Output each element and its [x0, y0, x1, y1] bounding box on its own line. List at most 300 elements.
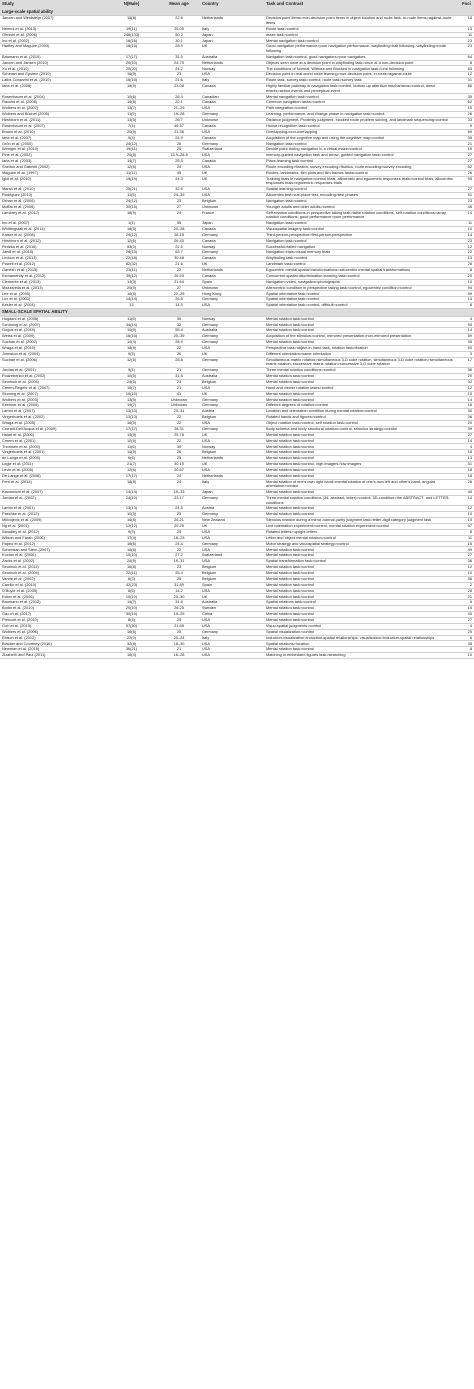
cell-study: Brown et al. (2010) — [0, 129, 105, 135]
cell-foci: 23 — [460, 44, 474, 54]
cell-n-male: 16(16) — [105, 44, 158, 54]
cell-study: Goh et al. (2013) — [0, 623, 105, 629]
cell-country: Hong Kong — [200, 291, 264, 297]
cell-country: New Zealand — [200, 518, 264, 524]
cell-task-contrast: Decision point in real-world route learning>non-decision point, in-route>against-route — [264, 72, 460, 78]
cell-task-contrast: Mental rotation task>control — [264, 467, 460, 473]
cell-mean-age: 22 — [158, 547, 200, 553]
cell-mean-age: 18–23 — [158, 535, 200, 541]
cell-study: Wolbers et al. (2003) — [0, 397, 105, 403]
cell-mean-age: 31.5 — [158, 54, 200, 60]
cell-mean-age: 30.48 — [158, 256, 200, 262]
cell-foci: 69 — [460, 129, 474, 135]
cell-country: Canada — [200, 273, 264, 279]
cell-country: Australia — [200, 328, 264, 334]
cell-foci: 17 — [460, 357, 474, 367]
cell-mean-age: Unknown — [158, 397, 200, 403]
cell-country: USA — [200, 617, 264, 623]
cell-foci: 15 — [460, 606, 474, 612]
cell-task-contrast: Mental rotation task>control — [264, 456, 460, 462]
cell-task-contrast: Mental rotation task>control — [264, 450, 460, 456]
cell-country: USA — [200, 467, 264, 473]
cell-n-male: 18(9) — [105, 345, 158, 351]
cell-foci: 20 — [460, 273, 474, 279]
cell-n-male: 18(8) — [105, 479, 158, 489]
cell-mean-age: 21.36 — [158, 129, 200, 135]
cell-mean-age: 25 — [158, 456, 200, 462]
cell-country: USA — [200, 529, 264, 535]
cell-mean-age: 21.65 — [158, 623, 200, 629]
cell-n-male: 16(16) — [105, 334, 158, 340]
cell-mean-age: 18–30 — [158, 641, 200, 647]
cell-study: Papeo et al. (2012) — [0, 541, 105, 547]
cell-foci: 14 — [460, 232, 474, 238]
cell-study: Xu et al. (2010) — [0, 66, 105, 72]
cell-task-contrast: Place-learning task>control — [264, 159, 460, 165]
cell-study: Kawamichi et al. (2007) — [0, 490, 105, 496]
cell-study: Whittingstall et al. (2014) — [0, 226, 105, 232]
cell-mean-age: 20–39 — [158, 334, 200, 340]
cell-study: Vanrie et al. (2002) — [0, 576, 105, 582]
cell-n-male: 1(1) — [105, 220, 158, 226]
cell-study: Mazzarella et al. (2013) — [0, 285, 105, 291]
cell-mean-age: 24.4 — [158, 541, 200, 547]
cell-mean-age: 24 — [158, 473, 200, 479]
cell-country: Switzerland — [200, 553, 264, 559]
cell-study: Ino et al. (2007) — [0, 220, 105, 226]
cell-n-male: 14(7) — [105, 159, 158, 165]
cell-country: USA — [200, 129, 264, 135]
cell-study: Hirshhorn et al. (2012) — [0, 238, 105, 244]
cell-task-contrast: Mental rotation task>control — [264, 340, 460, 346]
cell-n-male: 8(4) — [105, 617, 158, 623]
cell-n-male: 17(17) — [105, 426, 158, 432]
cell-mean-age: 22 — [158, 420, 200, 426]
cell-study: Newman et al. (2016) — [0, 647, 105, 653]
cell-study: Wilson and Farah (2006) — [0, 535, 105, 541]
cell-study: Rodriguez (2010) — [0, 192, 105, 198]
cell-country: USA — [200, 192, 264, 198]
cell-mean-age: 30.1 — [158, 38, 200, 44]
cell-foci: 28 — [460, 588, 474, 594]
cell-foci: 8 — [460, 60, 474, 66]
cell-foci: 10 — [460, 570, 474, 576]
cell-study: Janzen and Jansen (2010) — [0, 60, 105, 66]
cell-study: Carrillo et al. (2010) — [0, 582, 105, 588]
cell-mean-age: 29.25 — [158, 523, 200, 529]
cell-study: Schendan and Stern (2007) — [0, 547, 105, 553]
cell-country: Canada — [200, 256, 264, 262]
cell-country: Germany — [200, 397, 264, 403]
cell-n-male: 14(7) — [105, 403, 158, 409]
cell-task-contrast: Navigation>video, navigation>photographs — [264, 279, 460, 285]
header-study: Study — [0, 0, 105, 9]
cell-mean-age: 24.3 — [158, 176, 200, 186]
cell-n-male: 10(10) — [105, 553, 158, 559]
cell-country: USA — [200, 438, 264, 444]
cell-foci: 28 — [460, 262, 474, 268]
cell-mean-age: 19–31 — [158, 559, 200, 565]
cell-task-contrast: Decide point during navigation in a virtual maze>control — [264, 147, 460, 153]
cell-study: Suchan et al. (2002) — [0, 340, 105, 346]
cell-study: Hugdahl et al. (2006) — [0, 316, 105, 322]
cell-mean-age: 14.2 — [158, 588, 200, 594]
cell-mean-age: 26.8 — [158, 297, 200, 303]
cell-mean-age: 31.89 — [158, 582, 200, 588]
cell-mean-age: 18–28 — [158, 653, 200, 659]
cell-country: Unknown — [200, 204, 264, 210]
cell-foci: 27 — [460, 432, 474, 438]
cell-mean-age: 30 — [158, 444, 200, 450]
cell-n-male: 24(12) — [105, 232, 158, 238]
cell-n-male: 24(12) — [105, 141, 158, 147]
cell-task-contrast: Navigation task>control — [264, 141, 460, 147]
cell-country: USA — [200, 535, 264, 541]
cell-country: Germany — [200, 340, 264, 346]
cell-country: USA — [200, 623, 264, 629]
cell-task-contrast: Spatial orientation task>control — [264, 297, 460, 303]
cell-task-contrast: Perspective task>object-in-hand task, rotation task>fixation — [264, 345, 460, 351]
cell-study: Jordan et al. (2002) — [0, 495, 105, 505]
cell-n-male: 22(11) — [105, 570, 158, 576]
cell-foci: 35 — [460, 135, 474, 141]
cell-task-contrast: Mental rotation task>control — [264, 594, 460, 600]
cell-country: UK — [200, 170, 264, 176]
cell-mean-age: 30 — [158, 316, 200, 322]
cell-n-male: 16(8) — [105, 518, 158, 524]
cell-mean-age: 21 — [158, 368, 200, 374]
cell-task-contrast: Route task>control — [264, 26, 460, 32]
cell-foci: 95 — [460, 322, 474, 328]
cell-task-contrast: Navigation task>control, good navigators>poor navigators — [264, 54, 460, 60]
cell-n-male: 9(9) — [105, 529, 158, 535]
cell-mean-age: 24 — [158, 210, 200, 220]
cell-foci: 10 — [460, 653, 474, 659]
cell-country: Italy — [200, 635, 264, 641]
cell-foci: 18 — [460, 450, 474, 456]
section-title: SMALL-SCALE SPATIAL ABILITY — [0, 309, 474, 317]
cell-study: Ganesh et al. (2015) — [0, 267, 105, 273]
cell-mean-age: 22 — [158, 267, 200, 273]
cell-mean-age: 25.78 — [158, 432, 200, 438]
cell-foci: 39 — [460, 291, 474, 297]
cell-country: Spain — [200, 279, 264, 285]
cell-mean-age: 23.08 — [158, 84, 200, 94]
cell-n-male: 30(12) — [105, 273, 158, 279]
cell-country: UK — [200, 391, 264, 397]
cell-study: Halari et al. (2006) — [0, 432, 105, 438]
cell-country: Canada — [200, 159, 264, 165]
cell-task-contrast: Allocentric test>cue-place test, encoding>test phases — [264, 192, 460, 198]
cell-task-contrast: Mental rotation task>control — [264, 582, 460, 588]
cell-task-contrast: Wayfinding task>control — [264, 256, 460, 262]
cell-n-male: 18(5) — [105, 226, 158, 232]
cell-task-contrast: Navigation task>control — [264, 198, 460, 204]
cell-country: Japan — [200, 490, 264, 496]
cell-study: Lambrey et al. (2012) — [0, 210, 105, 220]
table-row — [0, 176, 474, 186]
cell-country: Switzerland — [200, 147, 264, 153]
cell-task-contrast: Path integration>control — [264, 106, 460, 112]
cell-foci: 33 — [460, 117, 474, 123]
cell-foci: 14 — [460, 328, 474, 334]
cell-study: Nemmi et al. (2013) — [0, 26, 105, 32]
cell-n-male: 11(11) — [105, 170, 158, 176]
cell-foci: 23 — [460, 238, 474, 244]
cell-country: UK — [200, 523, 264, 529]
cell-country: USA — [200, 641, 264, 647]
cell-country: Germany — [200, 368, 264, 374]
cell-n-male: 13(13) — [105, 409, 158, 415]
cell-task-contrast: Mental rotation task>control — [264, 316, 460, 322]
cell-foci: 12 — [460, 385, 474, 391]
cell-mean-age: 22 — [158, 415, 200, 421]
cell-study: Weiss et al. (2009) — [0, 334, 105, 340]
cell-n-male: 13(7) — [105, 106, 158, 112]
cell-study: Jandl et al. (2015) — [0, 250, 105, 256]
cell-foci: 49 — [460, 547, 474, 553]
cell-country: Italy — [200, 26, 264, 32]
cell-n-male: 16(16) — [105, 78, 158, 84]
cell-country: USA — [200, 303, 264, 309]
cell-country: Germany — [200, 141, 264, 147]
cell-task-contrast: Spatial transformation task>control — [264, 559, 460, 565]
cell-mean-age: 27 — [158, 285, 200, 291]
cell-mean-age: 26 — [158, 141, 200, 147]
cell-n-male: 20(10) — [105, 606, 158, 612]
cell-mean-age: 26 — [158, 351, 200, 357]
cell-task-contrast: Mental rotation task>control — [264, 397, 460, 403]
table-row — [0, 357, 474, 367]
cell-mean-age: 28.9 — [158, 44, 200, 54]
cell-n-male: 97(50) — [105, 623, 158, 629]
cell-mean-age: 28.31 — [158, 426, 200, 432]
cell-task-contrast: Navigation trials>visual memory trials — [264, 250, 460, 256]
cell-country: China — [200, 612, 264, 618]
cell-n-male: 30(15) — [105, 612, 158, 618]
cell-n-male: 12(6) — [105, 357, 158, 367]
cell-study: Ferri et al. (2014) — [0, 479, 105, 489]
cell-task-contrast: Mental rotation task>control — [264, 432, 460, 438]
table-row — [0, 84, 474, 94]
cell-n-male: 32(8) — [105, 641, 158, 647]
cell-foci: 39 — [460, 426, 474, 432]
cell-foci: 12 — [460, 72, 474, 78]
cell-mean-age: 26.25 — [158, 606, 200, 612]
cell-country: Austria — [200, 409, 264, 415]
cell-mean-age: 50.2 — [158, 32, 200, 38]
cell-task-contrast: Acquisition of the stimulus>control, mirrored presentation>non-mirrored presentation — [264, 334, 460, 340]
cell-foci: 26 — [460, 170, 474, 176]
header-row — [0, 0, 474, 9]
cell-foci: 10 — [460, 512, 474, 518]
cell-task-contrast: Mental rotation task>control — [264, 473, 460, 479]
table-row — [0, 44, 474, 54]
cell-country: USA — [200, 345, 264, 351]
cell-study: Lux et al. (2003) — [0, 297, 105, 303]
cell-foci: 50 — [460, 345, 474, 351]
cell-country: USA — [200, 647, 264, 653]
cell-country: USA — [200, 72, 264, 78]
cell-study: Moffat et al. (2006) — [0, 204, 105, 210]
cell-task-contrast: Mental rotation task>control — [264, 570, 460, 576]
cell-n-male: 14(3) — [105, 279, 158, 285]
header-foci: Foci — [460, 0, 474, 9]
cell-study: Ohnishi et al. (2006) — [0, 32, 105, 38]
cell-n-male: 12(6) — [105, 164, 158, 170]
cell-foci: 31 — [460, 78, 474, 84]
cell-foci: 11 — [460, 32, 474, 38]
cell-mean-age: 26.43 — [158, 238, 200, 244]
cell-n-male: 16(5) — [105, 72, 158, 78]
cell-mean-age: Unknown — [158, 403, 200, 409]
cell-n-male: 11(6) — [105, 444, 158, 450]
cell-country: UK — [200, 462, 264, 468]
cell-mean-age: 19–25 — [158, 612, 200, 618]
cell-country: USA — [200, 420, 264, 426]
cell-country: Germany — [200, 426, 264, 432]
cell-task-contrast: Mental rotation task>control — [264, 506, 460, 512]
cell-study: Weniger et al. (2010) — [0, 147, 105, 153]
cell-study: Seurinck et al. (2004) — [0, 570, 105, 576]
cell-foci: 36 — [460, 368, 474, 374]
section-title: Large-scale spatial ability — [0, 9, 474, 16]
cell-study: Wraga et al. (2010) — [0, 345, 105, 351]
cell-task-contrast: Matching in embedded figures task>searching — [264, 653, 460, 659]
cell-foci: 27 — [460, 153, 474, 159]
cell-study: Kaiser et al. (2008) — [0, 232, 105, 238]
cell-study: Gogos et al. (2010) — [0, 328, 105, 334]
cell-task-contrast: Mental rotation task>control — [264, 322, 460, 328]
cell-country: Norway — [200, 444, 264, 450]
cell-mean-age: 23 — [158, 198, 200, 204]
cell-task-contrast: Mental rotation task>control — [264, 373, 460, 379]
cell-foci: 25 — [460, 629, 474, 635]
cell-mean-age: 55.4 — [158, 328, 200, 334]
cell-study: Rauchs et al. (2008) — [0, 100, 105, 106]
cell-study: Jordan et al. (2001) — [0, 368, 105, 374]
cell-mean-age: 21–29 — [158, 106, 200, 112]
cell-foci: 8 — [460, 647, 474, 653]
cell-study: Creem-Regehr et al. (2007) — [0, 385, 105, 391]
cell-task-contrast: Concurrent spatial discrimination learning task>control — [264, 273, 460, 279]
cell-task-contrast: Route task, survey task>control, route task>survey task — [264, 78, 460, 84]
cell-country: Canada — [200, 135, 264, 141]
cell-task-contrast: Mental navigation task>control — [264, 94, 460, 100]
table-row — [0, 653, 474, 659]
cell-country: Norway — [200, 66, 264, 72]
cell-mean-age: 25.5 — [158, 159, 200, 165]
cell-task-contrast: Mental rotation task>control — [264, 588, 460, 594]
cell-mean-age: 28.9 — [158, 340, 200, 346]
cell-study: Schinazi and Epstein (2010) — [0, 72, 105, 78]
cell-task-contrast: Navigation task>control — [264, 238, 460, 244]
cell-mean-age: 25 — [158, 147, 200, 153]
cell-study: Thomsen et al. (2000) — [0, 444, 105, 450]
cell-task-contrast: Different orientation>same orientation — [264, 351, 460, 357]
cell-task-contrast: Landmark task>control — [264, 262, 460, 268]
cell-country: Germany — [200, 512, 264, 518]
cell-n-male: 22(0) — [105, 635, 158, 641]
cell-foci: 12 — [460, 506, 474, 512]
cell-country: Italy — [200, 479, 264, 489]
cell-task-contrast: Spatial orientation task>control — [264, 291, 460, 297]
cell-study: Rosenbaum et al. (2004) — [0, 94, 105, 100]
cell-n-male: 42(23) — [105, 582, 158, 588]
cell-foci: 18 — [460, 467, 474, 473]
cell-foci: 8 — [460, 267, 474, 273]
cell-foci: 27 — [460, 159, 474, 165]
cell-n-male: 25(21) — [105, 187, 158, 193]
cell-study: Iaria et al. (2003) — [0, 159, 105, 165]
cell-country: Netherlands — [200, 456, 264, 462]
cell-n-male: 19(19) — [105, 176, 158, 186]
cell-country: Germany — [200, 495, 264, 505]
cell-study: Hirshhorn et al. (2011) — [0, 117, 105, 123]
cell-country: Germany — [200, 250, 264, 256]
cell-study: Powell et al. (2012) — [0, 262, 105, 268]
cell-study: De Lange et al. (2008) — [0, 473, 105, 479]
cell-country: USA — [200, 547, 264, 553]
cell-task-contrast: Different degrees of rotation>control — [264, 403, 460, 409]
cell-foci: 26 — [460, 479, 474, 489]
cell-foci: 20 — [460, 420, 474, 426]
cell-n-male: 24(10) — [105, 495, 158, 505]
cell-study: Ino et al. (2002) — [0, 38, 105, 44]
cell-study: Gao et al. (2017) — [0, 612, 105, 618]
cell-country: Belgium — [200, 570, 264, 576]
cell-n-male: 20(9) — [105, 285, 158, 291]
cell-foci: 8 — [460, 529, 474, 535]
cell-country: Australia — [200, 600, 264, 606]
cell-country: UK — [200, 432, 264, 438]
cell-mean-age: 24.75 — [158, 60, 200, 66]
cell-study: Pintzka et al. (2016) — [0, 244, 105, 250]
cell-country: Belgium — [200, 576, 264, 582]
cell-task-contrast: Motor strategy and visuospatial strategy>control — [264, 541, 460, 547]
cell-mean-age: 20.67 — [158, 467, 200, 473]
cell-n-male: 20(10) — [105, 60, 158, 66]
cell-study: Kesler et al. (2004) — [0, 303, 105, 309]
cell-foci: 10 — [460, 226, 474, 232]
cell-foci: 15 — [460, 541, 474, 547]
cell-country: Germany — [200, 629, 264, 635]
cell-task-contrast: Objects seen once at a decision point in wayfinding task>once at a non-decision point — [264, 60, 460, 66]
cell-n-male: 34(14) — [105, 322, 158, 328]
cell-mean-age: 23.17 — [158, 495, 200, 505]
cell-study: Grön et al. (2000) — [0, 141, 105, 147]
cell-n-male: 24(12) — [105, 198, 158, 204]
cell-foci: 4 — [460, 316, 474, 322]
cell-task-contrast: Mental rotation task>control — [264, 612, 460, 618]
cell-study: Baumann et al. (2010) — [0, 54, 105, 60]
cell-task-contrast: Mental rotation task>control — [264, 328, 460, 334]
cell-mean-age: 14.5 — [158, 303, 200, 309]
cell-study: Keehner et al. (2006) — [0, 403, 105, 409]
cell-country: UK — [200, 351, 264, 357]
table-row — [0, 16, 474, 26]
cell-task-contrast: Mental rotation task>control — [264, 391, 460, 397]
cell-task-contrast: Mental rotation task>control — [264, 617, 460, 623]
cell-country: Germany — [200, 112, 264, 118]
cell-study: Lamm et al. (2001) — [0, 506, 105, 512]
cell-task-contrast: Spatial learning>control — [264, 187, 460, 193]
cell-n-male: 16(8) — [105, 100, 158, 106]
cell-mean-age: 22.5 — [158, 244, 200, 250]
cell-study: Bodin et al. (2010) — [0, 606, 105, 612]
cell-task-contrast: memory-guided navigation task and arrow- guided navigation task>control — [264, 153, 460, 159]
cell-country: Canada — [200, 100, 264, 106]
